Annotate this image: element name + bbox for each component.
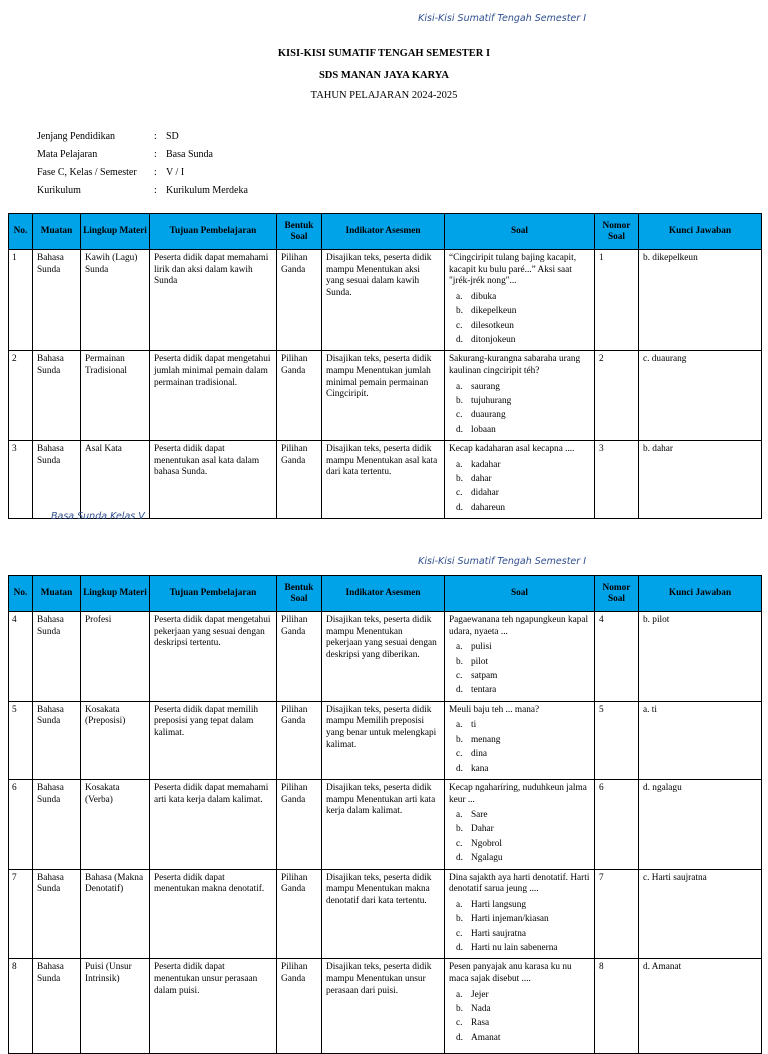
- col-header-lingkup-materi: Lingkup Materi: [81, 214, 150, 250]
- option-text: saurang: [471, 381, 500, 392]
- col-header-tujuan-pembelajaran: Tujuan Pembelajaran: [150, 214, 277, 250]
- cell-muatan: Bahasa Sunda: [33, 250, 81, 351]
- cell-no: 1: [9, 250, 33, 351]
- cell-indikator-asesmen: Disajikan teks, peserta didik mampu Menentukan unsur perasaan dari puisi.: [322, 959, 445, 1054]
- answer-option: [449, 988, 590, 1002]
- answer-option: [449, 394, 590, 408]
- col-header-no: No.: [9, 214, 33, 250]
- cell-no: 2: [9, 351, 33, 441]
- option-letter: c.: [456, 749, 463, 760]
- table-row: [9, 612, 762, 702]
- answer-option: [449, 762, 590, 776]
- cell-nomor-soal: 5: [595, 701, 639, 779]
- col-header-soal: Soal: [445, 576, 595, 612]
- option-text: Rasa: [471, 1018, 490, 1029]
- cell-bentuk-soal: Pilihan Ganda: [277, 612, 322, 702]
- cell-indikator-asesmen: Disajikan teks, peserta didik mampu Menentukan pekerjaan yang sesuai dengan deskripsi yang diberikan.: [322, 612, 445, 702]
- option-letter: b.: [456, 734, 463, 745]
- answer-option: [449, 1002, 590, 1016]
- option-letter: d.: [456, 853, 463, 864]
- cell-indikator-asesmen: Disajikan teks, peserta didik mampu Menentukan arti kata kerja dalam kalimat.: [322, 779, 445, 869]
- col-header-kunci-jawaban: Kunci Jawaban: [639, 214, 762, 250]
- cell-kunci-jawaban: c. Harti saujratna: [639, 869, 762, 959]
- cell-kunci-jawaban: b. pilot: [639, 612, 762, 702]
- option-text: Amanat: [471, 1032, 501, 1043]
- page-header: Kisi-Kisi Sumatif Tengah Semester I: [418, 13, 586, 24]
- option-letter: b.: [456, 1003, 463, 1014]
- answer-options: [449, 988, 590, 1046]
- option-text: Jejer: [471, 989, 489, 1000]
- cell-bentuk-soal: Pilihan Ganda: [277, 869, 322, 959]
- cell-nomor-soal: 2: [595, 351, 639, 441]
- cell-muatan: Bahasa Sunda: [33, 612, 81, 702]
- cell-soal: [445, 612, 595, 702]
- cell-nomor-soal: 3: [595, 441, 639, 519]
- cell-nomor-soal: 6: [595, 779, 639, 869]
- meta-value: Basa Sunda: [166, 149, 213, 160]
- meta-row-jenjang: [37, 131, 248, 149]
- option-letter: c.: [456, 1018, 463, 1029]
- answer-option: [449, 458, 590, 472]
- cell-lingkup-materi: Asal Kata: [81, 441, 150, 519]
- option-text: kana: [471, 763, 489, 774]
- cell-bentuk-soal: Pilihan Ganda: [277, 701, 322, 779]
- table-row: [9, 250, 762, 351]
- cell-kunci-jawaban: d. Amanat: [639, 959, 762, 1054]
- option-letter: b.: [456, 656, 463, 667]
- answer-option: [449, 472, 590, 486]
- answer-options: [449, 458, 590, 516]
- meta-value: Kurikulum Merdeka: [166, 185, 248, 196]
- option-text: dikepelkeun: [471, 306, 517, 317]
- option-letter: a.: [456, 720, 463, 731]
- answer-option: [449, 851, 590, 865]
- answer-options: [449, 380, 590, 438]
- col-header-bentuk-soal: Bentuk Soal: [277, 576, 322, 612]
- option-text: duaurang: [471, 410, 506, 421]
- option-text: dahar: [471, 474, 492, 485]
- question-text: “Cingciripit tulang bajing kacapit, kacapit ku bulu paré...” Aksi saat "jrék-jrék nong"...: [449, 253, 577, 287]
- cell-tujuan-pembelajaran: Peserta didik dapat mengetahui jumlah minimal pemain dalam permainan tradisional.: [150, 351, 277, 441]
- cell-tujuan-pembelajaran: Peserta didik dapat menentukan unsur perasaan dalam puisi.: [150, 959, 277, 1054]
- option-letter: a.: [456, 459, 463, 470]
- meta-colon: :: [154, 131, 157, 142]
- col-header-bentuk-soal: Bentuk Soal: [277, 214, 322, 250]
- cell-soal: [445, 869, 595, 959]
- answer-options: [449, 898, 590, 956]
- option-letter: a.: [456, 381, 463, 392]
- cell-lingkup-materi: Permainan Tradisional: [81, 351, 150, 441]
- answer-option: [449, 655, 590, 669]
- table-header-row: [9, 214, 762, 250]
- cell-no: 6: [9, 779, 33, 869]
- answer-option: [449, 290, 590, 304]
- cell-muatan: Bahasa Sunda: [33, 779, 81, 869]
- answer-options: [449, 718, 590, 776]
- cell-tujuan-pembelajaran: Peserta didik dapat menentukan makna denotatif.: [150, 869, 277, 959]
- cell-soal: [445, 701, 595, 779]
- meta-label: Mata Pelajaran: [37, 149, 98, 160]
- answer-option: [449, 683, 590, 697]
- footer-note: Basa Sunda Kelas V: [51, 511, 145, 522]
- cell-bentuk-soal: Pilihan Ganda: [277, 959, 322, 1054]
- option-text: Harti saujratna: [471, 928, 526, 939]
- option-text: tentara: [471, 685, 497, 696]
- option-text: dibuka: [471, 291, 497, 302]
- cell-lingkup-materi: Kawih (Lagu) Sunda: [81, 250, 150, 351]
- cell-indikator-asesmen: Disajikan teks, peserta didik mampu Menentukan asal kata dari kata tertentu.: [322, 441, 445, 519]
- col-header-nomor-soal: Nomor Soal: [595, 576, 639, 612]
- question-text: Sakurang-kurangna sabaraha urang kaulinan cingciripit téh?: [449, 354, 581, 376]
- meta-label: Jenjang Pendidikan: [37, 131, 116, 142]
- cell-lingkup-materi: Puisi (Unsur Intrinsik): [81, 959, 150, 1054]
- option-text: Harti nu lain sabenerna: [471, 943, 558, 954]
- option-text: dilesotkeun: [471, 320, 514, 331]
- option-text: Ngobrol: [471, 838, 502, 849]
- cell-tujuan-pembelajaran: Peserta didik dapat memahami lirik dan aksi dalam kawih Sunda: [150, 250, 277, 351]
- option-letter: a.: [456, 899, 463, 910]
- academic-year: TAHUN PELAJARAN 2024-2025: [310, 90, 458, 101]
- option-letter: a.: [456, 810, 463, 821]
- cell-nomor-soal: 4: [595, 612, 639, 702]
- option-letter: c.: [456, 488, 463, 499]
- kisi-table-page-1: [8, 213, 762, 519]
- option-text: pulisi: [471, 642, 492, 653]
- option-text: ti: [471, 720, 477, 731]
- cell-lingkup-materi: Profesi: [81, 612, 150, 702]
- option-letter: d.: [456, 502, 463, 513]
- answer-options: [449, 640, 590, 698]
- cell-indikator-asesmen: Disajikan teks, peserta didik mampu Memilih preposisi yang benar untuk melengkapi kalimat.: [322, 701, 445, 779]
- question-text: Pesen panyajak anu karasa ku nu maca sajak disebut ....: [449, 962, 572, 984]
- col-header-muatan: Muatan: [33, 214, 81, 250]
- col-header-kunci-jawaban: Kunci Jawaban: [639, 576, 762, 612]
- option-text: Harti langsung: [471, 899, 526, 910]
- option-text: pilot: [471, 656, 489, 667]
- option-letter: c.: [456, 838, 463, 849]
- cell-nomor-soal: 7: [595, 869, 639, 959]
- meta-label: Fase C, Kelas / Semester: [37, 167, 137, 178]
- option-letter: a.: [456, 291, 463, 302]
- option-text: dahareun: [471, 502, 506, 513]
- option-text: Sare: [471, 810, 488, 821]
- cell-soal: [445, 250, 595, 351]
- answer-option: [449, 669, 590, 683]
- cell-kunci-jawaban: d. ngalagu: [639, 779, 762, 869]
- option-letter: c.: [456, 410, 463, 421]
- answer-option: [449, 304, 590, 318]
- answer-option: [449, 837, 590, 851]
- option-text: Ngalagu: [471, 853, 503, 864]
- meta-row-mapel: [37, 149, 248, 167]
- answer-option: [449, 941, 590, 955]
- question-text: Meuli baju teh ... mana?: [449, 704, 540, 715]
- answer-option: [449, 898, 590, 912]
- answer-option: [449, 640, 590, 654]
- cell-tujuan-pembelajaran: Peserta didik dapat memahami arti kata kerja dalam kalimat.: [150, 779, 277, 869]
- document-title: KISI-KISI SUMATIF TENGAH SEMESTER I: [277, 48, 491, 59]
- option-letter: d.: [456, 1032, 463, 1043]
- option-text: satpam: [471, 670, 498, 681]
- option-letter: b.: [456, 824, 463, 835]
- cell-nomor-soal: 8: [595, 959, 639, 1054]
- col-header-muatan: Muatan: [33, 576, 81, 612]
- cell-soal: [445, 779, 595, 869]
- answer-option: [449, 808, 590, 822]
- option-letter: c.: [456, 670, 463, 681]
- option-text: Dahar: [471, 824, 494, 835]
- option-text: lobaan: [471, 424, 496, 435]
- option-letter: c.: [456, 320, 463, 331]
- cell-muatan: Bahasa Sunda: [33, 869, 81, 959]
- cell-no: 4: [9, 612, 33, 702]
- cell-bentuk-soal: Pilihan Ganda: [277, 351, 322, 441]
- col-header-soal: Soal: [445, 214, 595, 250]
- col-header-no: No.: [9, 576, 33, 612]
- answer-option: [449, 822, 590, 836]
- cell-kunci-jawaban: a. ti: [639, 701, 762, 779]
- cell-lingkup-materi: Kosakata (Preposisi): [81, 701, 150, 779]
- cell-tujuan-pembelajaran: Peserta didik dapat menentukan asal kata dalam bahasa Sunda.: [150, 441, 277, 519]
- cell-indikator-asesmen: Disajikan teks, peserta didik mampu Menentukan jumlah minimal pemain permainan Cingciripit.: [322, 351, 445, 441]
- answer-option: [449, 333, 590, 347]
- option-letter: d.: [456, 943, 463, 954]
- option-text: Nada: [471, 1003, 491, 1014]
- option-letter: b.: [456, 914, 463, 925]
- cell-nomor-soal: 1: [595, 250, 639, 351]
- cell-no: 5: [9, 701, 33, 779]
- answer-option: [449, 408, 590, 422]
- question-text: Dina sajakth aya harti denotatif. Harti denotatif sarua jeung ....: [449, 872, 590, 895]
- answer-option: [449, 380, 590, 394]
- option-letter: a.: [456, 989, 463, 1000]
- table-row: [9, 701, 762, 779]
- meta-colon: :: [154, 185, 157, 196]
- cell-soal: [445, 441, 595, 519]
- cell-indikator-asesmen: Disajikan teks, peserta didik mampu Menentukan makna denotatif dari kata tertentu.: [322, 869, 445, 959]
- cell-no: 3: [9, 441, 33, 519]
- table-row: [9, 959, 762, 1054]
- cell-no: 8: [9, 959, 33, 1054]
- answer-option: [449, 1031, 590, 1045]
- answer-option: [449, 501, 590, 515]
- option-letter: b.: [456, 306, 463, 317]
- cell-no: 7: [9, 869, 33, 959]
- col-header-indikator-asesmen: Indikator Asesmen: [322, 214, 445, 250]
- answer-option: [449, 319, 590, 333]
- answer-option: [449, 486, 590, 500]
- option-text: ditonjokeun: [471, 334, 516, 345]
- col-header-indikator-asesmen: Indikator Asesmen: [322, 576, 445, 612]
- cell-indikator-asesmen: Disajikan teks, peserta didik mampu Menentukan aksi yang sesuai dalam kawih Sunda.: [322, 250, 445, 351]
- question-text: Kecap kadaharan asal kecapna ....: [449, 444, 575, 455]
- option-text: Harti injeman/kiasan: [471, 914, 549, 925]
- page-header-2: Kisi-Kisi Sumatif Tengah Semester I: [418, 556, 586, 567]
- question-text: Pagaewanana teh ngapungkeun kapal udara, nyaeta ...: [449, 615, 589, 637]
- cell-tujuan-pembelajaran: Peserta didik dapat mengetahui pekerjaan yang sesuai dengan deskripsi tertentu.: [150, 612, 277, 702]
- meta-value: V / I: [166, 167, 185, 178]
- cell-bentuk-soal: Pilihan Ganda: [277, 779, 322, 869]
- table-row: [9, 351, 762, 441]
- school-name: SDS MANAN JAYA KARYA: [318, 70, 450, 81]
- table-row: [9, 441, 762, 519]
- cell-soal: [445, 351, 595, 441]
- option-letter: d.: [456, 424, 463, 435]
- answer-option: [449, 718, 590, 732]
- table-row: [9, 779, 762, 869]
- cell-kunci-jawaban: b. dahar: [639, 441, 762, 519]
- answer-option: [449, 912, 590, 926]
- question-text: Kecap ngaharíring, nuduhkeun jalma keur ...: [449, 782, 587, 805]
- option-letter: b.: [456, 395, 463, 406]
- option-text: tujuhurang: [471, 395, 512, 406]
- table-row: [9, 869, 762, 959]
- cell-soal: [445, 959, 595, 1054]
- col-header-nomor-soal: Nomor Soal: [595, 214, 639, 250]
- cell-muatan: Bahasa Sunda: [33, 441, 81, 519]
- document-metadata: [37, 131, 248, 203]
- option-letter: d.: [456, 334, 463, 345]
- option-letter: b.: [456, 474, 463, 485]
- cell-kunci-jawaban: c. duaurang: [639, 351, 762, 441]
- option-letter: c.: [456, 928, 463, 939]
- cell-tujuan-pembelajaran: Peserta didik dapat memilih preposisi yang tepat dalam kalimat.: [150, 701, 277, 779]
- col-header-tujuan-pembelajaran: Tujuan Pembelajaran: [150, 576, 277, 612]
- answer-option: [449, 747, 590, 761]
- table-header-row: [9, 576, 762, 612]
- answer-options: [449, 290, 590, 348]
- option-letter: d.: [456, 763, 463, 774]
- cell-bentuk-soal: Pilihan Ganda: [277, 441, 322, 519]
- cell-muatan: Bahasa Sunda: [33, 959, 81, 1054]
- answer-option: [449, 423, 590, 437]
- cell-muatan: Bahasa Sunda: [33, 701, 81, 779]
- meta-row-kurikulum: [37, 185, 248, 203]
- meta-label: Kurikulum: [37, 185, 81, 196]
- answer-option: [449, 733, 590, 747]
- option-text: menang: [471, 734, 501, 745]
- answer-option: [449, 927, 590, 941]
- answer-options: [449, 808, 590, 866]
- option-letter: a.: [456, 642, 463, 653]
- option-text: kadahar: [471, 459, 501, 470]
- cell-lingkup-materi: Kosakata (Verba): [81, 779, 150, 869]
- meta-colon: :: [154, 167, 157, 178]
- cell-lingkup-materi: Bahasa (Makna Denotatif): [81, 869, 150, 959]
- meta-row-fase: [37, 167, 248, 185]
- kisi-table-page-2: [8, 575, 762, 1054]
- cell-muatan: Bahasa Sunda: [33, 351, 81, 441]
- option-text: didahar: [471, 488, 499, 499]
- cell-kunci-jawaban: b. dikepelkeun: [639, 250, 762, 351]
- col-header-lingkup-materi: Lingkup Materi: [81, 576, 150, 612]
- option-text: dina: [471, 749, 488, 760]
- meta-colon: :: [154, 149, 157, 160]
- cell-bentuk-soal: Pilihan Ganda: [277, 250, 322, 351]
- meta-value: SD: [166, 131, 179, 142]
- option-letter: d.: [456, 685, 463, 696]
